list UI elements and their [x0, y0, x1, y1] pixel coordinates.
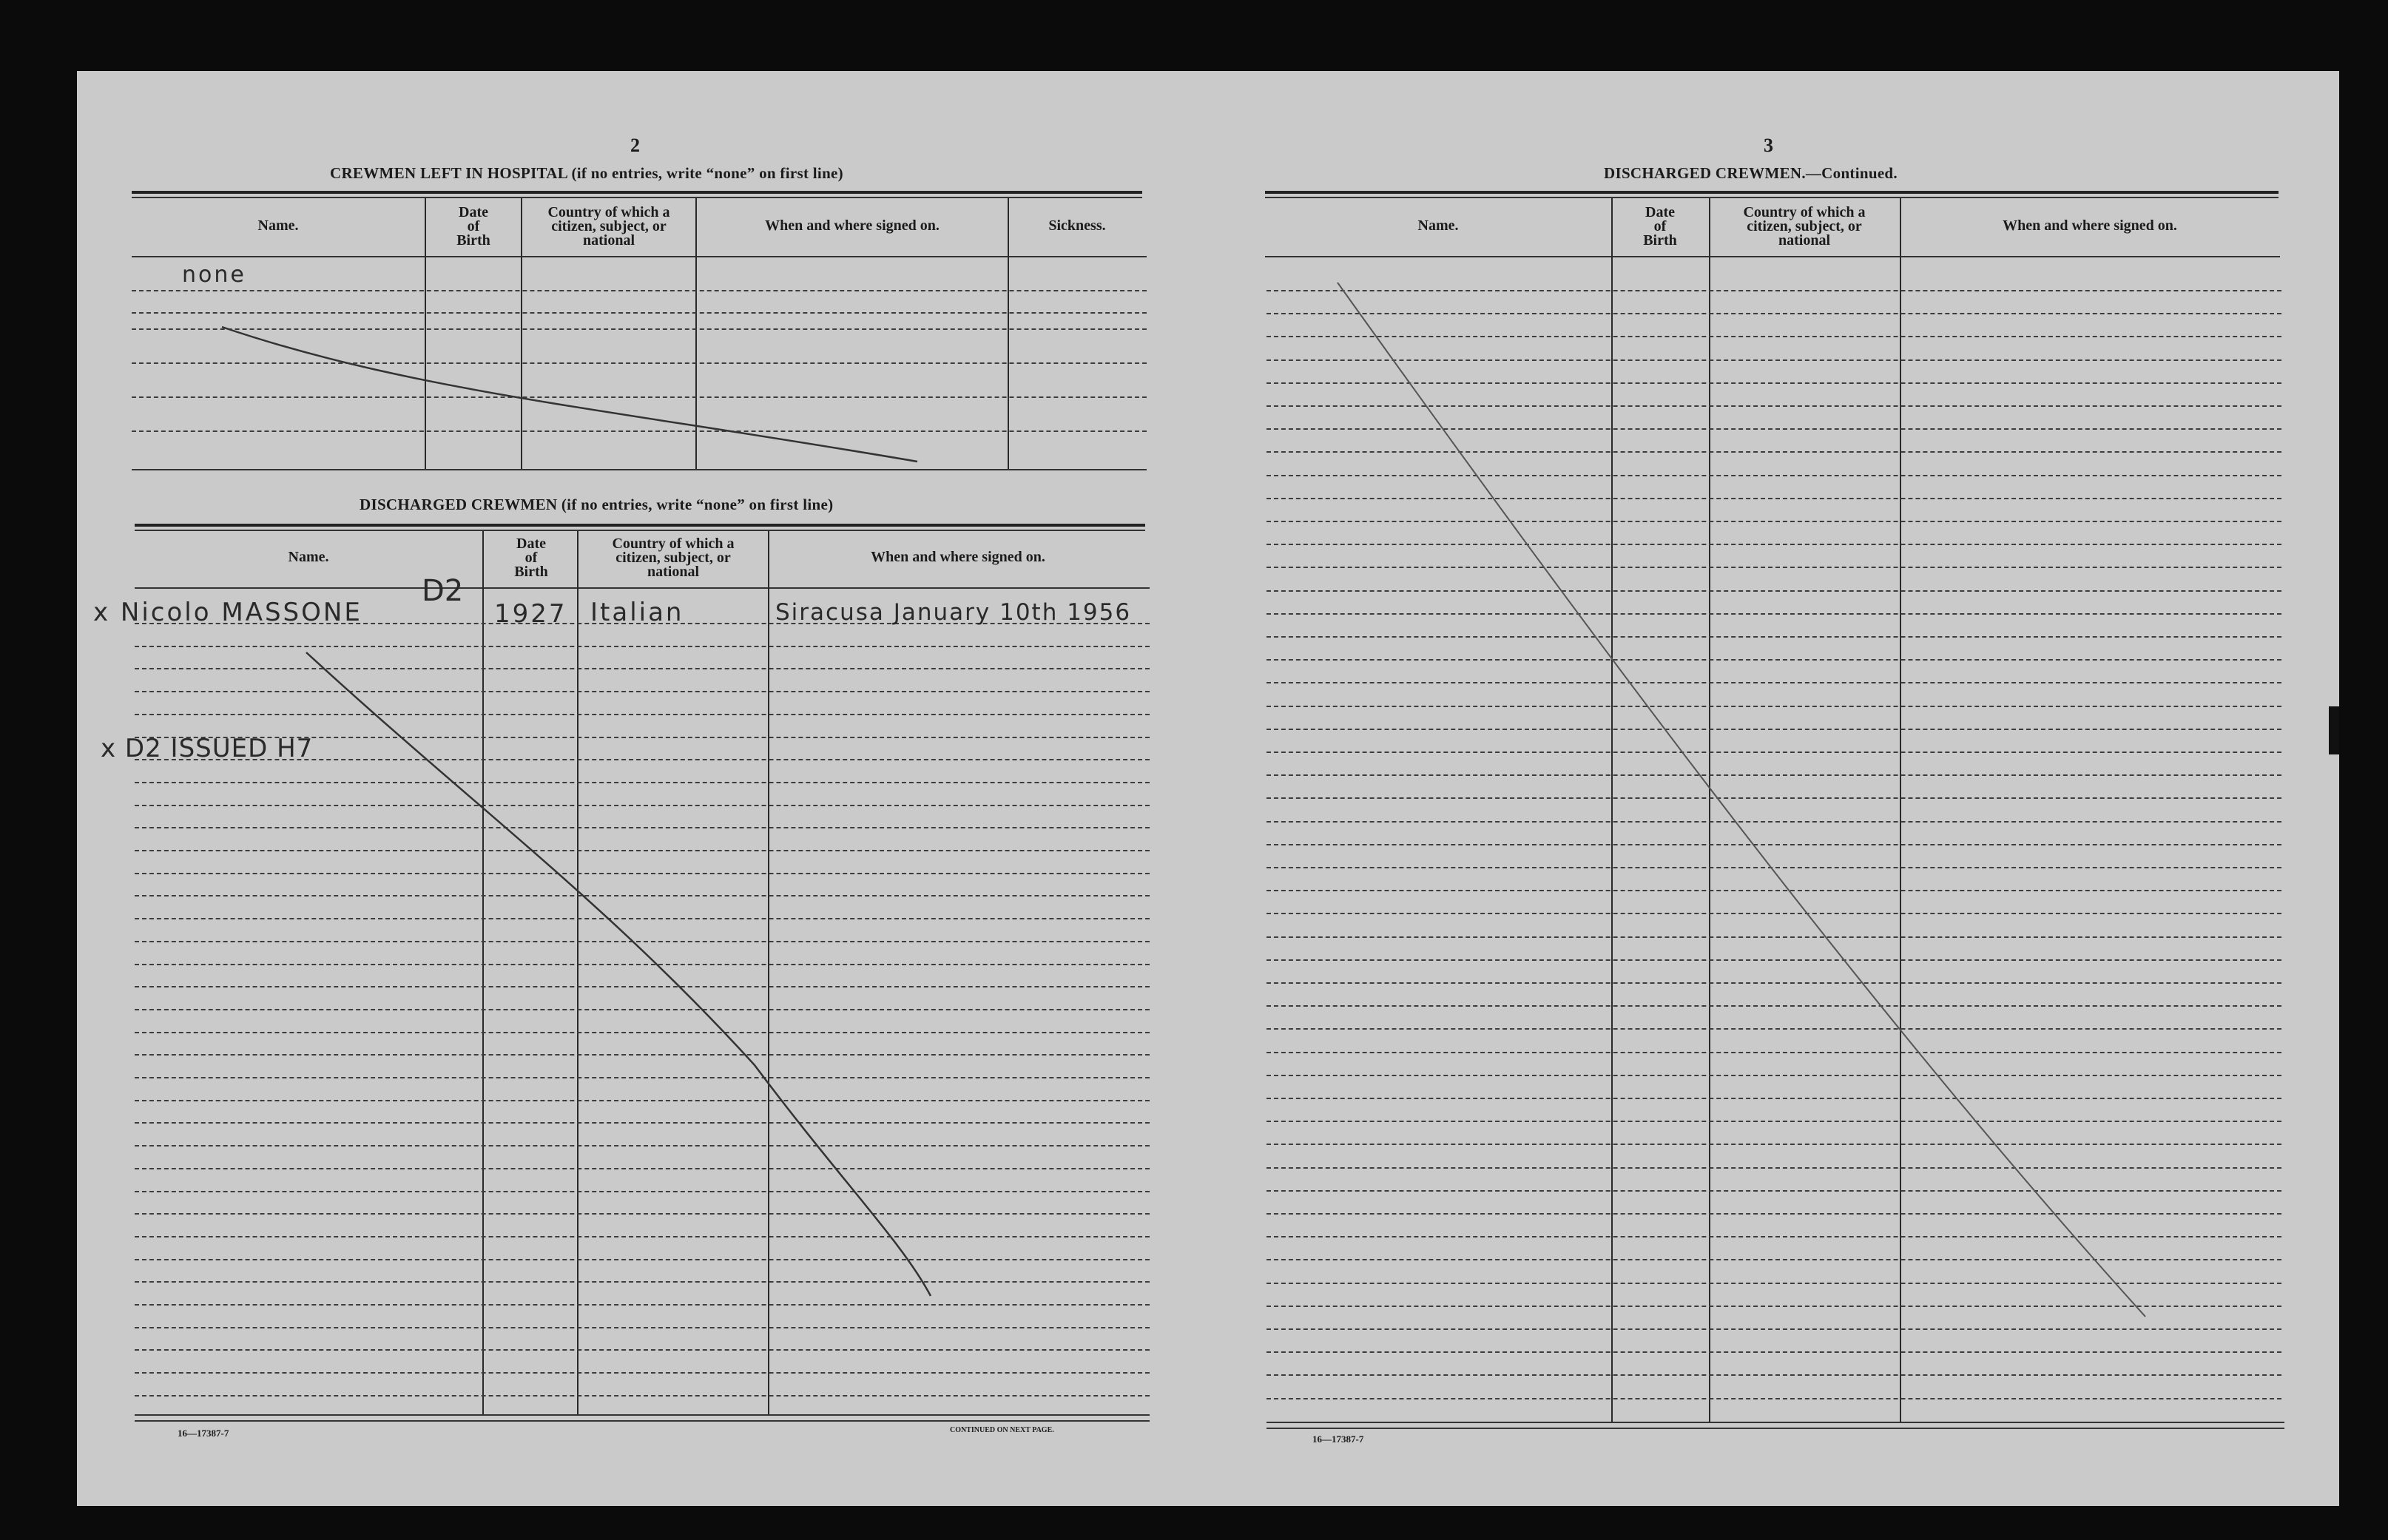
- discharged-divider: [768, 531, 769, 1416]
- right-row-line: [1266, 1351, 2281, 1353]
- right-row-line: [1266, 613, 2281, 615]
- discharged-row-line: [135, 1349, 1150, 1351]
- crewman-note: x D2 ISSUED H7: [101, 734, 314, 763]
- right-bottom-rule: [1266, 1422, 2284, 1423]
- right-row-line: [1266, 1306, 2281, 1307]
- right-row-line: [1266, 797, 2281, 799]
- ledger-paper: [77, 71, 2339, 1506]
- right-row-line: [1266, 913, 2281, 914]
- discharged-row-line: [135, 782, 1150, 783]
- discharged-top-rule: [135, 524, 1145, 527]
- discharged-row-line: [135, 1327, 1150, 1328]
- discharged-row-line: [135, 691, 1150, 692]
- right-row-line: [1266, 567, 2281, 568]
- right-row-line: [1266, 1259, 2281, 1260]
- hospital-divider: [695, 198, 697, 470]
- discharged-row-line: [135, 1145, 1150, 1146]
- right-row-line: [1266, 1075, 2281, 1076]
- discharged-col-signed-on: When and where signed on.: [871, 549, 1045, 565]
- hospital-divider: [1008, 198, 1009, 470]
- discharged-row-line: [135, 1213, 1150, 1215]
- discharged-bottom-rule-2: [135, 1420, 1150, 1422]
- right-row-line: [1266, 1398, 2281, 1399]
- right-row-line: [1266, 1028, 2281, 1030]
- right-row-line: [1266, 382, 2281, 384]
- hospital-entry-none: none: [182, 262, 246, 288]
- right-row-line: [1266, 844, 2281, 845]
- right-row-line: [1266, 1236, 2281, 1237]
- discharged-row-line: [135, 646, 1150, 647]
- discharged-row-line: [135, 714, 1150, 715]
- discharged-row-line: [135, 1054, 1150, 1056]
- discharged-row-line: [135, 668, 1150, 669]
- discharged-top-rule-2: [135, 530, 1145, 531]
- right-top-rule-2: [1265, 197, 2279, 198]
- hospital-col-birth: Date of Birth: [456, 204, 490, 249]
- crewman-birth: 1927: [494, 599, 567, 629]
- right-row-line: [1266, 982, 2281, 984]
- hospital-row-line: [132, 396, 1147, 398]
- right-row-line: [1266, 475, 2281, 476]
- discharged-row-line: [135, 1032, 1150, 1033]
- hospital-header-bottom-rule: [132, 256, 1147, 257]
- discharged-row-line: [135, 805, 1150, 806]
- right-page-number: 3: [1764, 135, 1773, 156]
- hospital-row-line: [132, 312, 1147, 314]
- discharged-row-line: [135, 1168, 1150, 1169]
- left-form-number: 16—17387-7: [178, 1428, 229, 1439]
- discharged-row-line: [135, 895, 1150, 896]
- right-row-line: [1266, 1098, 2281, 1099]
- discharged-bottom-rule: [135, 1414, 1150, 1416]
- discharged-section-title: DISCHARGED CREWMEN (if no entries, write “none” on first line): [360, 496, 834, 513]
- discharged-row-line: [135, 1100, 1150, 1101]
- hospital-top-rule-2: [132, 197, 1142, 198]
- discharged-row-line: [135, 918, 1150, 919]
- right-col-birth: Date of Birth: [1643, 204, 1677, 249]
- right-row-line: [1266, 936, 2281, 938]
- discharged-row-line: [135, 1122, 1150, 1124]
- hospital-row-line: [132, 430, 1147, 432]
- right-header-bottom-rule: [1265, 256, 2280, 257]
- hospital-row-line: [132, 328, 1147, 330]
- right-row-line: [1266, 451, 2281, 453]
- right-row-line: [1266, 313, 2281, 314]
- right-col-signed-on: When and where signed on.: [2003, 217, 2177, 234]
- right-row-line: [1266, 659, 2281, 661]
- right-row-line: [1266, 521, 2281, 522]
- right-row-line: [1266, 336, 2281, 337]
- discharged-row-line: [135, 1009, 1150, 1010]
- right-row-line: [1266, 821, 2281, 823]
- discharged-row-line: [135, 1077, 1150, 1078]
- right-section-title: DISCHARGED CREWMEN.—Continued.: [1604, 164, 1898, 182]
- discharged-row-line: [135, 873, 1150, 874]
- hospital-divider: [521, 198, 522, 470]
- crewman-code: D2: [422, 574, 464, 608]
- discharged-divider: [577, 531, 579, 1416]
- right-row-line: [1266, 706, 2281, 707]
- right-row-line: [1266, 1283, 2281, 1284]
- right-form-number: 16—17387-7: [1312, 1433, 1364, 1445]
- hospital-divider: [425, 198, 426, 470]
- right-row-line: [1266, 498, 2281, 499]
- right-row-line: [1266, 405, 2281, 407]
- right-bottom-rule-2: [1266, 1428, 2284, 1429]
- discharged-row-line: [135, 941, 1150, 942]
- right-row-line: [1266, 1213, 2281, 1215]
- right-col-country: Country of which a citizen, subject, or national: [1743, 204, 1866, 249]
- right-row-line: [1266, 359, 2281, 361]
- discharged-row-line: [135, 1372, 1150, 1374]
- right-top-rule: [1265, 191, 2279, 194]
- right-row-line: [1266, 544, 2281, 545]
- hospital-section-title: CREWMEN LEFT IN HOSPITAL (if no entries, write “none” on first line): [330, 164, 843, 182]
- discharged-row-line: [135, 964, 1150, 965]
- right-row-line: [1266, 1144, 2281, 1145]
- right-row-line: [1266, 752, 2281, 753]
- right-row-line: [1266, 1052, 2281, 1053]
- right-row-line: [1266, 590, 2281, 592]
- hospital-bottom-rule: [132, 469, 1147, 470]
- discharged-col-country: Country of which a citizen, subject, or national: [612, 536, 735, 580]
- right-row-line: [1266, 774, 2281, 776]
- crewman-country: Italian: [590, 598, 684, 627]
- discharged-row-line: [135, 1191, 1150, 1192]
- hospital-top-rule: [132, 191, 1142, 194]
- crewman-name: x Nicolo MASSONE: [93, 598, 362, 627]
- discharged-row-line: [135, 1259, 1150, 1260]
- discharged-row-line: [135, 986, 1150, 987]
- right-row-line: [1266, 729, 2281, 730]
- right-row-line: [1266, 1190, 2281, 1192]
- discharged-divider: [482, 531, 484, 1416]
- right-row-line: [1266, 867, 2281, 868]
- discharged-col-birth: Date of Birth: [514, 536, 548, 580]
- right-row-line: [1266, 959, 2281, 961]
- hospital-col-signed-on: When and where signed on.: [765, 217, 940, 234]
- discharged-row-line: [135, 850, 1150, 851]
- right-row-line: [1266, 890, 2281, 891]
- discharged-row-line: [135, 1281, 1150, 1283]
- right-row-line: [1266, 1121, 2281, 1122]
- discharged-row-line: [135, 1395, 1150, 1397]
- right-row-line: [1266, 682, 2281, 683]
- scan-edge-mark: [2329, 706, 2339, 754]
- discharged-header-bottom-rule: [135, 587, 1150, 589]
- hospital-row-line: [132, 290, 1147, 291]
- hospital-row-line: [132, 362, 1147, 364]
- right-row-line: [1266, 1005, 2281, 1007]
- discharged-row-line: [135, 827, 1150, 828]
- discharged-row-line: [135, 1236, 1150, 1237]
- right-row-line: [1266, 1167, 2281, 1169]
- hospital-col-country: Country of which a citizen, subject, or national: [547, 204, 670, 249]
- discharged-col-name: Name.: [288, 549, 329, 565]
- hospital-col-name: Name.: [257, 217, 299, 234]
- right-col-name: Name.: [1417, 217, 1459, 234]
- continued-note: CONTINUED ON NEXT PAGE.: [950, 1426, 1054, 1434]
- hospital-col-sickness: Sickness.: [1048, 217, 1106, 234]
- crewman-signed-on: Siracusa January 10th 1956: [775, 599, 1132, 626]
- right-row-line: [1266, 428, 2281, 430]
- right-row-line: [1266, 1374, 2281, 1376]
- right-row-line: [1266, 290, 2281, 291]
- right-row-line: [1266, 1328, 2281, 1330]
- left-page-number: 2: [630, 135, 640, 156]
- discharged-row-line: [135, 1304, 1150, 1306]
- right-row-line: [1266, 636, 2281, 638]
